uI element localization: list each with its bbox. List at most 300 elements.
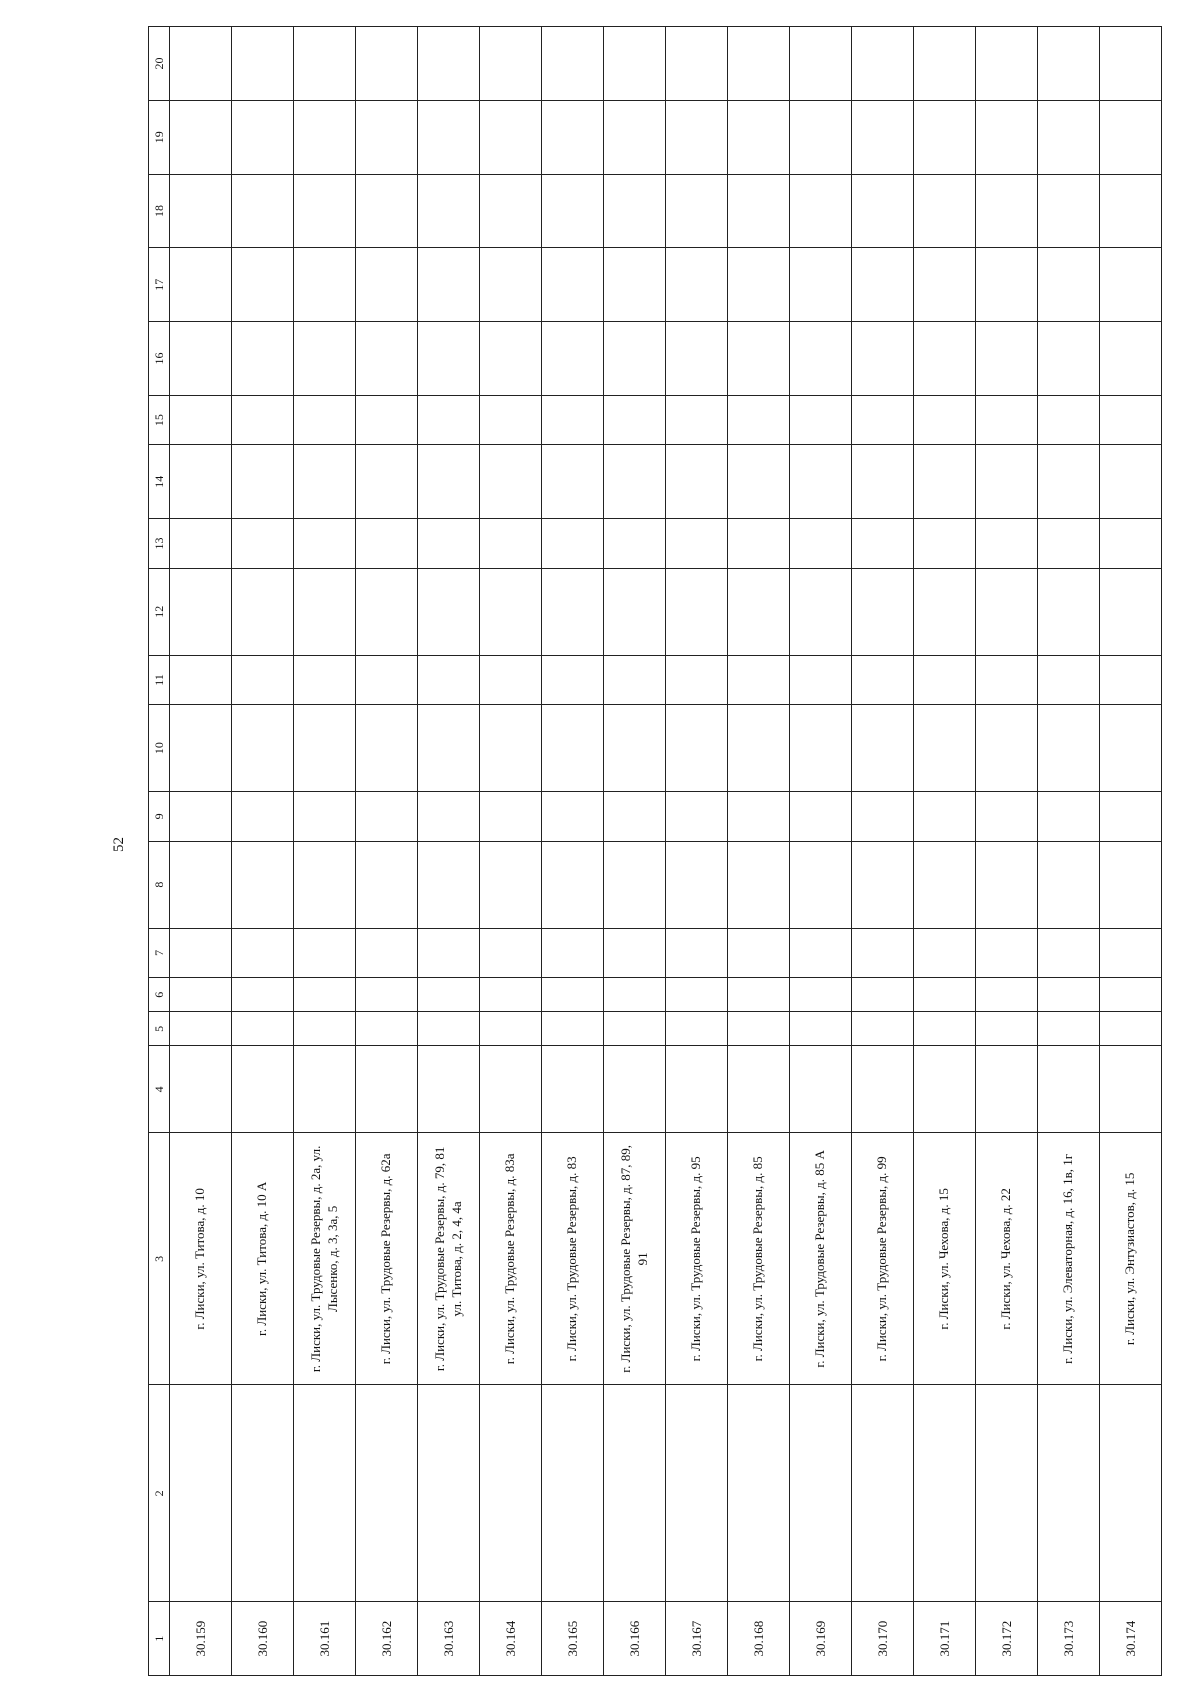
empty-cell-col-16 — [976, 322, 1038, 396]
empty-cell-col-15 — [542, 395, 604, 445]
column-number-4: 4 — [149, 1046, 170, 1133]
column-number-8: 8 — [149, 841, 170, 928]
empty-cell-col-17 — [1100, 248, 1162, 322]
empty-cell-col-14 — [914, 445, 976, 519]
empty-cell-col-9 — [542, 792, 604, 842]
table-row — [356, 27, 418, 1676]
empty-cell-col-9 — [480, 792, 542, 842]
empty-cell-col-7 — [542, 928, 604, 978]
row-number-cell: 30.165 — [542, 1602, 604, 1676]
empty-cell-col-17 — [852, 248, 914, 322]
empty-cell-col-18 — [604, 174, 666, 248]
empty-cell-col-8 — [170, 841, 232, 928]
empty-cell-col-11 — [666, 655, 728, 705]
empty-cell-col-6 — [852, 978, 914, 1012]
empty-cell-col-8 — [418, 841, 480, 928]
empty-cell-col-7 — [1038, 928, 1100, 978]
empty-cell-col-12 — [170, 568, 232, 655]
empty-cell-col-14 — [542, 445, 604, 519]
empty-cell-col-19 — [418, 100, 480, 174]
address-cell: г. Лиски, ул. Трудовые Резервы, д. 85 А — [790, 1133, 852, 1385]
empty-cell-col-11 — [852, 655, 914, 705]
empty-cell-col-16 — [790, 322, 852, 396]
column-number-16: 16 — [149, 322, 170, 396]
empty-cell-col-6 — [728, 978, 790, 1012]
empty-cell-col-2 — [1100, 1385, 1162, 1602]
empty-cell-col-10 — [914, 705, 976, 792]
empty-cell-col-9 — [1100, 792, 1162, 842]
empty-cell-col-15 — [480, 395, 542, 445]
empty-cell-col-18 — [232, 174, 294, 248]
address-cell: г. Лиски, ул. Трудовые Резервы, д. 83 — [542, 1133, 604, 1385]
empty-cell-col-11 — [356, 655, 418, 705]
empty-cell-col-4 — [1038, 1046, 1100, 1133]
empty-cell-col-11 — [232, 655, 294, 705]
empty-cell-col-18 — [294, 174, 356, 248]
empty-cell-col-18 — [666, 174, 728, 248]
row-number-cell: 30.162 — [356, 1602, 418, 1676]
empty-cell-col-20 — [790, 27, 852, 101]
table-row — [232, 27, 294, 1676]
empty-cell-col-7 — [604, 928, 666, 978]
empty-cell-col-15 — [1038, 395, 1100, 445]
empty-cell-col-20 — [914, 27, 976, 101]
empty-cell-col-19 — [604, 100, 666, 174]
empty-cell-col-13 — [356, 519, 418, 569]
empty-cell-col-20 — [418, 27, 480, 101]
empty-cell-col-12 — [418, 568, 480, 655]
empty-cell-col-2 — [294, 1385, 356, 1602]
empty-cell-col-15 — [170, 395, 232, 445]
empty-cell-col-16 — [728, 322, 790, 396]
empty-cell-col-13 — [480, 519, 542, 569]
column-number-9: 9 — [149, 792, 170, 842]
empty-cell-col-17 — [666, 248, 728, 322]
empty-cell-col-7 — [294, 928, 356, 978]
empty-cell-col-19 — [728, 100, 790, 174]
row-number-cell: 30.172 — [976, 1602, 1038, 1676]
empty-cell-col-14 — [852, 445, 914, 519]
empty-cell-col-7 — [480, 928, 542, 978]
empty-cell-col-8 — [728, 841, 790, 928]
column-number-6: 6 — [149, 978, 170, 1012]
empty-cell-col-20 — [604, 27, 666, 101]
empty-cell-col-10 — [542, 705, 604, 792]
empty-cell-col-20 — [294, 27, 356, 101]
address-cell: г. Лиски, ул. Чехова, д. 22 — [976, 1133, 1038, 1385]
empty-cell-col-4 — [294, 1046, 356, 1133]
empty-cell-col-5 — [1038, 1012, 1100, 1046]
empty-cell-col-15 — [790, 395, 852, 445]
empty-cell-col-8 — [294, 841, 356, 928]
empty-cell-col-13 — [418, 519, 480, 569]
empty-cell-col-12 — [976, 568, 1038, 655]
empty-cell-col-11 — [542, 655, 604, 705]
empty-cell-col-10 — [294, 705, 356, 792]
empty-cell-col-19 — [666, 100, 728, 174]
empty-cell-col-2 — [418, 1385, 480, 1602]
address-cell: г. Лиски, ул. Трудовые Резервы, д. 62а — [356, 1133, 418, 1385]
empty-cell-col-5 — [914, 1012, 976, 1046]
empty-cell-col-14 — [480, 445, 542, 519]
empty-cell-col-5 — [852, 1012, 914, 1046]
empty-cell-col-4 — [170, 1046, 232, 1133]
empty-cell-col-14 — [356, 445, 418, 519]
empty-cell-col-10 — [232, 705, 294, 792]
empty-cell-col-18 — [356, 174, 418, 248]
empty-cell-col-18 — [480, 174, 542, 248]
empty-cell-col-8 — [914, 841, 976, 928]
empty-cell-col-2 — [356, 1385, 418, 1602]
empty-cell-col-16 — [170, 322, 232, 396]
empty-cell-col-14 — [232, 445, 294, 519]
empty-cell-col-12 — [232, 568, 294, 655]
empty-cell-col-4 — [790, 1046, 852, 1133]
empty-cell-col-6 — [418, 978, 480, 1012]
empty-cell-col-18 — [418, 174, 480, 248]
empty-cell-col-5 — [976, 1012, 1038, 1046]
empty-cell-col-13 — [604, 519, 666, 569]
row-number-cell: 30.173 — [1038, 1602, 1100, 1676]
empty-cell-col-12 — [294, 568, 356, 655]
empty-cell-col-5 — [480, 1012, 542, 1046]
empty-cell-col-16 — [232, 322, 294, 396]
empty-cell-col-19 — [914, 100, 976, 174]
empty-cell-col-10 — [356, 705, 418, 792]
empty-cell-col-13 — [914, 519, 976, 569]
column-number-row — [149, 27, 170, 1676]
column-number-3: 3 — [149, 1133, 170, 1385]
empty-cell-col-9 — [604, 792, 666, 842]
row-number-cell: 30.160 — [232, 1602, 294, 1676]
empty-cell-col-18 — [914, 174, 976, 248]
empty-cell-col-9 — [976, 792, 1038, 842]
empty-cell-col-9 — [170, 792, 232, 842]
empty-cell-col-19 — [542, 100, 604, 174]
empty-cell-col-8 — [356, 841, 418, 928]
empty-cell-col-19 — [790, 100, 852, 174]
empty-cell-col-13 — [232, 519, 294, 569]
empty-cell-col-15 — [1100, 395, 1162, 445]
column-number-1: 1 — [149, 1602, 170, 1676]
column-number-15: 15 — [149, 395, 170, 445]
empty-cell-col-17 — [976, 248, 1038, 322]
empty-cell-col-5 — [294, 1012, 356, 1046]
row-number-cell: 30.161 — [294, 1602, 356, 1676]
register-table-area — [148, 26, 1178, 1676]
empty-cell-col-19 — [1038, 100, 1100, 174]
empty-cell-col-10 — [170, 705, 232, 792]
empty-cell-col-20 — [232, 27, 294, 101]
empty-cell-col-6 — [480, 978, 542, 1012]
empty-cell-col-19 — [1100, 100, 1162, 174]
empty-cell-col-18 — [790, 174, 852, 248]
column-number-18: 18 — [149, 174, 170, 248]
address-cell: г. Лиски, ул. Чехова, д. 15 — [914, 1133, 976, 1385]
table-row — [1038, 27, 1100, 1676]
empty-cell-col-7 — [170, 928, 232, 978]
table-row — [418, 27, 480, 1676]
empty-cell-col-17 — [480, 248, 542, 322]
column-number-17: 17 — [149, 248, 170, 322]
empty-cell-col-15 — [852, 395, 914, 445]
empty-cell-col-15 — [294, 395, 356, 445]
empty-cell-col-19 — [852, 100, 914, 174]
empty-cell-col-9 — [232, 792, 294, 842]
row-number-cell: 30.166 — [604, 1602, 666, 1676]
empty-cell-col-14 — [294, 445, 356, 519]
empty-cell-col-9 — [666, 792, 728, 842]
empty-cell-col-9 — [852, 792, 914, 842]
empty-cell-col-8 — [976, 841, 1038, 928]
empty-cell-col-16 — [542, 322, 604, 396]
empty-cell-col-18 — [542, 174, 604, 248]
table-row — [604, 27, 666, 1676]
empty-cell-col-2 — [1038, 1385, 1100, 1602]
empty-cell-col-7 — [356, 928, 418, 978]
empty-cell-col-10 — [728, 705, 790, 792]
empty-cell-col-17 — [914, 248, 976, 322]
row-number-cell: 30.170 — [852, 1602, 914, 1676]
empty-cell-col-14 — [666, 445, 728, 519]
table-row — [1100, 27, 1162, 1676]
empty-cell-col-14 — [604, 445, 666, 519]
empty-cell-col-6 — [1038, 978, 1100, 1012]
empty-cell-col-17 — [232, 248, 294, 322]
empty-cell-col-13 — [170, 519, 232, 569]
empty-cell-col-6 — [790, 978, 852, 1012]
empty-cell-col-16 — [1100, 322, 1162, 396]
empty-cell-col-8 — [1100, 841, 1162, 928]
empty-cell-col-14 — [1038, 445, 1100, 519]
column-number-20: 20 — [149, 27, 170, 101]
column-number-11: 11 — [149, 655, 170, 705]
empty-cell-col-20 — [356, 27, 418, 101]
empty-cell-col-6 — [666, 978, 728, 1012]
empty-cell-col-14 — [1100, 445, 1162, 519]
address-cell: г. Лиски, ул. Трудовые Резервы, д. 83а — [480, 1133, 542, 1385]
empty-cell-col-4 — [1100, 1046, 1162, 1133]
empty-cell-col-20 — [1100, 27, 1162, 101]
empty-cell-col-10 — [480, 705, 542, 792]
empty-cell-col-6 — [294, 978, 356, 1012]
empty-cell-col-20 — [542, 27, 604, 101]
empty-cell-col-11 — [170, 655, 232, 705]
empty-cell-col-2 — [480, 1385, 542, 1602]
empty-cell-col-4 — [356, 1046, 418, 1133]
empty-cell-col-2 — [666, 1385, 728, 1602]
empty-cell-col-12 — [1100, 568, 1162, 655]
table-row — [728, 27, 790, 1676]
empty-cell-col-7 — [790, 928, 852, 978]
empty-cell-col-15 — [666, 395, 728, 445]
column-number-5: 5 — [149, 1012, 170, 1046]
empty-cell-col-12 — [852, 568, 914, 655]
table-row — [914, 27, 976, 1676]
column-number-10: 10 — [149, 705, 170, 792]
empty-cell-col-6 — [604, 978, 666, 1012]
empty-cell-col-18 — [728, 174, 790, 248]
empty-cell-col-17 — [542, 248, 604, 322]
empty-cell-col-2 — [728, 1385, 790, 1602]
empty-cell-col-19 — [170, 100, 232, 174]
empty-cell-col-6 — [976, 978, 1038, 1012]
empty-cell-col-15 — [976, 395, 1038, 445]
empty-cell-col-20 — [480, 27, 542, 101]
empty-cell-col-5 — [356, 1012, 418, 1046]
address-cell: г. Лиски, ул. Трудовые Резервы, д. 79, 81 ул. Титова, д. 2, 4, 4а — [418, 1133, 480, 1385]
empty-cell-col-4 — [604, 1046, 666, 1133]
empty-cell-col-2 — [542, 1385, 604, 1602]
table-row — [666, 27, 728, 1676]
empty-cell-col-9 — [1038, 792, 1100, 842]
empty-cell-col-16 — [1038, 322, 1100, 396]
empty-cell-col-8 — [542, 841, 604, 928]
empty-cell-col-4 — [852, 1046, 914, 1133]
empty-cell-col-10 — [790, 705, 852, 792]
empty-cell-col-2 — [232, 1385, 294, 1602]
empty-cell-col-10 — [1038, 705, 1100, 792]
empty-cell-col-5 — [604, 1012, 666, 1046]
empty-cell-col-16 — [914, 322, 976, 396]
empty-cell-col-8 — [852, 841, 914, 928]
empty-cell-col-8 — [1038, 841, 1100, 928]
empty-cell-col-7 — [232, 928, 294, 978]
row-number-cell: 30.169 — [790, 1602, 852, 1676]
empty-cell-col-18 — [170, 174, 232, 248]
address-cell: г. Лиски, ул. Титова, д. 10 А — [232, 1133, 294, 1385]
column-number-2: 2 — [149, 1385, 170, 1602]
empty-cell-col-17 — [294, 248, 356, 322]
empty-cell-col-7 — [666, 928, 728, 978]
empty-cell-col-11 — [604, 655, 666, 705]
table-row — [480, 27, 542, 1676]
empty-cell-col-4 — [232, 1046, 294, 1133]
empty-cell-col-20 — [1038, 27, 1100, 101]
table-row — [170, 27, 232, 1676]
empty-cell-col-11 — [294, 655, 356, 705]
empty-cell-col-13 — [1038, 519, 1100, 569]
empty-cell-col-5 — [728, 1012, 790, 1046]
empty-cell-col-20 — [170, 27, 232, 101]
empty-cell-col-12 — [728, 568, 790, 655]
empty-cell-col-14 — [976, 445, 1038, 519]
empty-cell-col-18 — [852, 174, 914, 248]
empty-cell-col-7 — [914, 928, 976, 978]
table-row — [790, 27, 852, 1676]
empty-cell-col-14 — [418, 445, 480, 519]
empty-cell-col-16 — [604, 322, 666, 396]
empty-cell-col-17 — [728, 248, 790, 322]
table-row — [294, 27, 356, 1676]
empty-cell-col-14 — [170, 445, 232, 519]
empty-cell-col-8 — [666, 841, 728, 928]
table-header — [149, 27, 170, 1676]
empty-cell-col-19 — [294, 100, 356, 174]
empty-cell-col-2 — [914, 1385, 976, 1602]
empty-cell-col-13 — [976, 519, 1038, 569]
empty-cell-col-11 — [480, 655, 542, 705]
empty-cell-col-18 — [976, 174, 1038, 248]
empty-cell-col-20 — [666, 27, 728, 101]
empty-cell-col-16 — [294, 322, 356, 396]
empty-cell-col-6 — [356, 978, 418, 1012]
empty-cell-col-12 — [356, 568, 418, 655]
empty-cell-col-20 — [852, 27, 914, 101]
table-body — [170, 27, 1162, 1676]
empty-cell-col-7 — [1100, 928, 1162, 978]
empty-cell-col-15 — [356, 395, 418, 445]
empty-cell-col-9 — [728, 792, 790, 842]
address-register-table — [148, 26, 1162, 1676]
empty-cell-col-11 — [976, 655, 1038, 705]
empty-cell-col-12 — [666, 568, 728, 655]
address-cell: г. Лиски, ул. Элеваторная, д. 16, 1в, 1г — [1038, 1133, 1100, 1385]
empty-cell-col-5 — [418, 1012, 480, 1046]
empty-cell-col-4 — [976, 1046, 1038, 1133]
empty-cell-col-11 — [728, 655, 790, 705]
empty-cell-col-9 — [790, 792, 852, 842]
row-number-cell: 30.164 — [480, 1602, 542, 1676]
empty-cell-col-17 — [790, 248, 852, 322]
empty-cell-col-11 — [1038, 655, 1100, 705]
row-number-cell: 30.163 — [418, 1602, 480, 1676]
empty-cell-col-12 — [480, 568, 542, 655]
rotated-table-container — [148, 26, 1178, 1676]
empty-cell-col-5 — [170, 1012, 232, 1046]
empty-cell-col-6 — [1100, 978, 1162, 1012]
empty-cell-col-2 — [790, 1385, 852, 1602]
empty-cell-col-16 — [418, 322, 480, 396]
empty-cell-col-19 — [976, 100, 1038, 174]
empty-cell-col-10 — [1100, 705, 1162, 792]
empty-cell-col-6 — [232, 978, 294, 1012]
empty-cell-col-13 — [1100, 519, 1162, 569]
column-number-13: 13 — [149, 519, 170, 569]
empty-cell-col-15 — [604, 395, 666, 445]
empty-cell-col-11 — [914, 655, 976, 705]
empty-cell-col-5 — [666, 1012, 728, 1046]
address-cell: г. Лиски, ул. Трудовые Резервы, д. 2а, ул. Лысенко, д. 3, 3а, 5 — [294, 1133, 356, 1385]
empty-cell-col-10 — [666, 705, 728, 792]
empty-cell-col-4 — [480, 1046, 542, 1133]
empty-cell-col-16 — [666, 322, 728, 396]
empty-cell-col-6 — [170, 978, 232, 1012]
empty-cell-col-12 — [542, 568, 604, 655]
address-cell: г. Лиски, ул. Титова, д. 10 — [170, 1133, 232, 1385]
address-cell: г. Лиски, ул. Трудовые Резервы, д. 85 — [728, 1133, 790, 1385]
empty-cell-col-10 — [852, 705, 914, 792]
empty-cell-col-5 — [790, 1012, 852, 1046]
empty-cell-col-12 — [604, 568, 666, 655]
empty-cell-col-17 — [604, 248, 666, 322]
address-cell: г. Лиски, ул. Трудовые Резервы, д. 95 — [666, 1133, 728, 1385]
empty-cell-col-13 — [542, 519, 604, 569]
row-number-cell: 30.174 — [1100, 1602, 1162, 1676]
empty-cell-col-15 — [914, 395, 976, 445]
empty-cell-col-17 — [418, 248, 480, 322]
empty-cell-col-20 — [728, 27, 790, 101]
empty-cell-col-13 — [790, 519, 852, 569]
empty-cell-col-17 — [170, 248, 232, 322]
empty-cell-col-11 — [418, 655, 480, 705]
empty-cell-col-8 — [232, 841, 294, 928]
empty-cell-col-9 — [418, 792, 480, 842]
address-cell: г. Лиски, ул. Трудовые Резервы, д. 87, 89, 91 — [604, 1133, 666, 1385]
empty-cell-col-4 — [914, 1046, 976, 1133]
empty-cell-col-16 — [852, 322, 914, 396]
empty-cell-col-2 — [852, 1385, 914, 1602]
